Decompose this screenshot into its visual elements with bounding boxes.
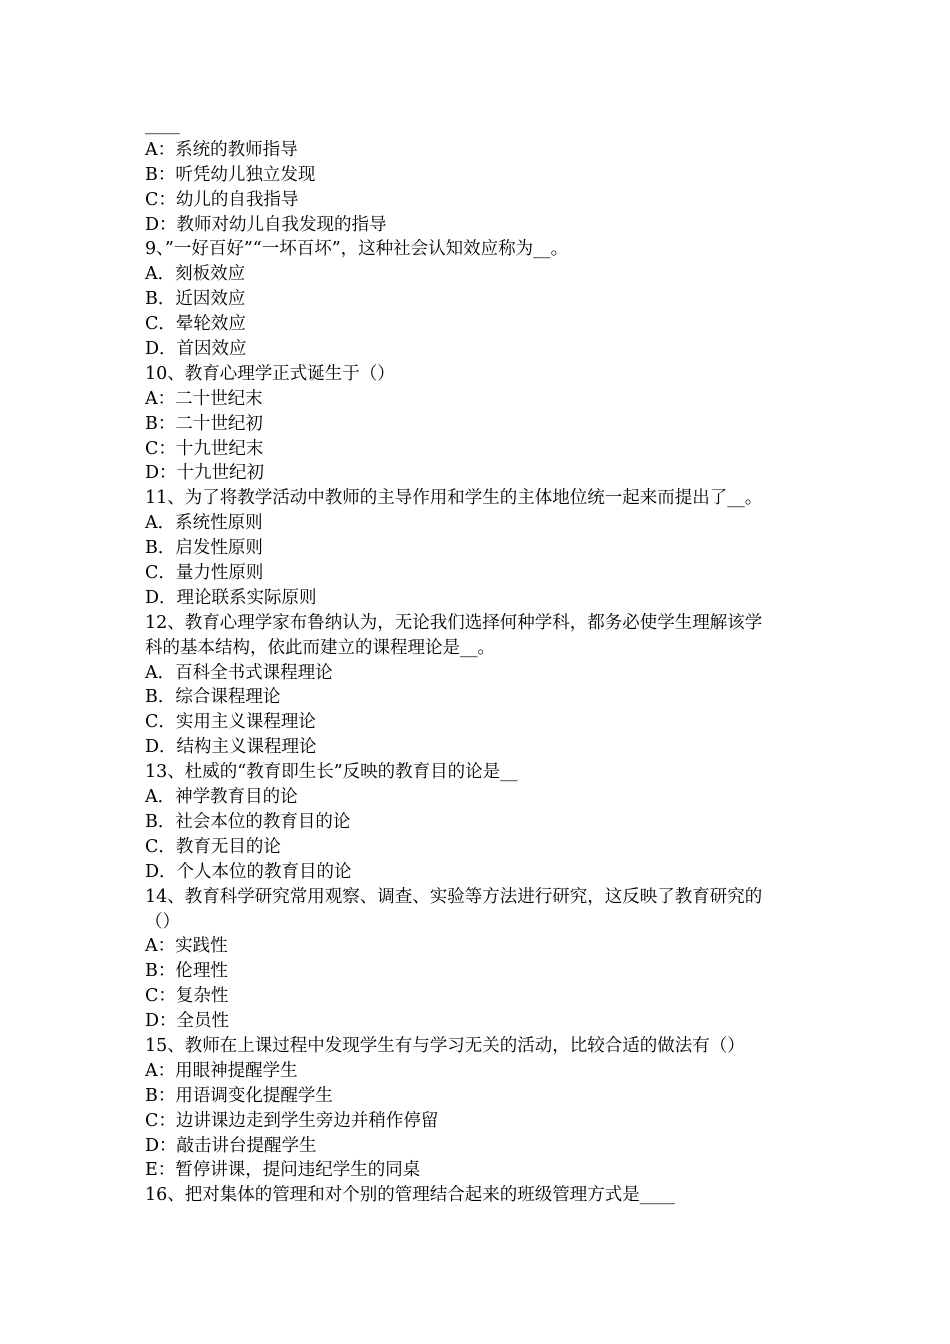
option-line: D：全员性 (145, 1011, 230, 1032)
option-line: B．近因效应 (145, 289, 246, 310)
question-14: 14、教育科学研究常用观察、调查、实验等方法进行研究，这反映了教育研究的 (145, 886, 763, 907)
option-line: D．结构主义课程理论 (145, 737, 317, 758)
option-line: B：伦理性 (145, 961, 228, 982)
option-line: A：二十世纪末 (145, 388, 263, 409)
question-list (145, 113, 815, 1208)
question-15: 15、教师在上课过程中发现学生有与学习无关的活动，比较合适的做法有（） (145, 1035, 745, 1056)
option-line: A．百科全书式课程理论 (145, 662, 333, 683)
option-line: A：实践性 (145, 936, 228, 957)
option-line: C：十九世纪末 (145, 438, 264, 459)
question-11: 11、为了将教学活动中教师的主导作用和学生的主体地位统一起来而提出了__。 (145, 488, 763, 509)
question-10: 10、教育心理学正式诞生于（） (145, 363, 395, 384)
option-line: B：用语调变化提醒学生 (145, 1085, 333, 1106)
option-line: B．综合课程理论 (145, 687, 281, 708)
option-line: C．晕轮效应 (145, 314, 246, 335)
question-12: 12、教育心理学家布鲁纳认为，无论我们选择何种学科，都务必使学生理解该学 (145, 612, 763, 633)
option-line: D．个人本位的教育目的论 (145, 861, 352, 882)
question-13: 13、杜威的“教育即生长”反映的教育目的论是__ (145, 762, 518, 783)
option-line: E：暂停讲课，提问违纪学生的同桌 (145, 1160, 421, 1181)
option-line: C．教育无目的论 (145, 836, 281, 857)
question-9: 9、”一好百好”“一坏百坏”，这种社会认知效应称为__。 (145, 239, 569, 260)
option-line: D．首因效应 (145, 339, 247, 360)
option-line: C：复杂性 (145, 986, 229, 1007)
option-line: C：边讲课边走到学生旁边并稍作停留 (145, 1110, 439, 1131)
option-line: B．启发性原则 (145, 538, 263, 559)
option-line: A．系统性原则 (145, 513, 263, 534)
option-line: A：用眼神提醒学生 (145, 1060, 298, 1081)
answer-blank: ____ (145, 115, 180, 135)
option-line: B：二十世纪初 (145, 413, 263, 434)
question-12-continued: 科的基本结构，依此而建立的课程理论是__。 (145, 637, 495, 658)
option-line: A．刻板效应 (145, 264, 246, 285)
option-line: A．神学教育目的论 (145, 787, 298, 808)
question-14-continued: （） (145, 911, 180, 932)
option-line: C．量力性原则 (145, 563, 264, 584)
option-line: D：十九世纪初 (145, 463, 265, 484)
option-line: D．理论联系实际原则 (145, 587, 317, 608)
option-line: B：听凭幼儿独立发现 (145, 164, 316, 185)
option-line: A：系统的教师指导 (145, 139, 298, 160)
question-16: 16、把对集体的管理和对个别的管理结合起来的班级管理方式是____ (145, 1185, 675, 1206)
option-line: D：敲击讲台提醒学生 (145, 1135, 317, 1156)
option-line: C．实用主义课程理论 (145, 712, 316, 733)
option-line: C：幼儿的自我指导 (145, 189, 299, 210)
option-line: D：教师对幼儿自我发现的指导 (145, 214, 387, 235)
option-line: B．社会本位的教育目的论 (145, 811, 351, 832)
